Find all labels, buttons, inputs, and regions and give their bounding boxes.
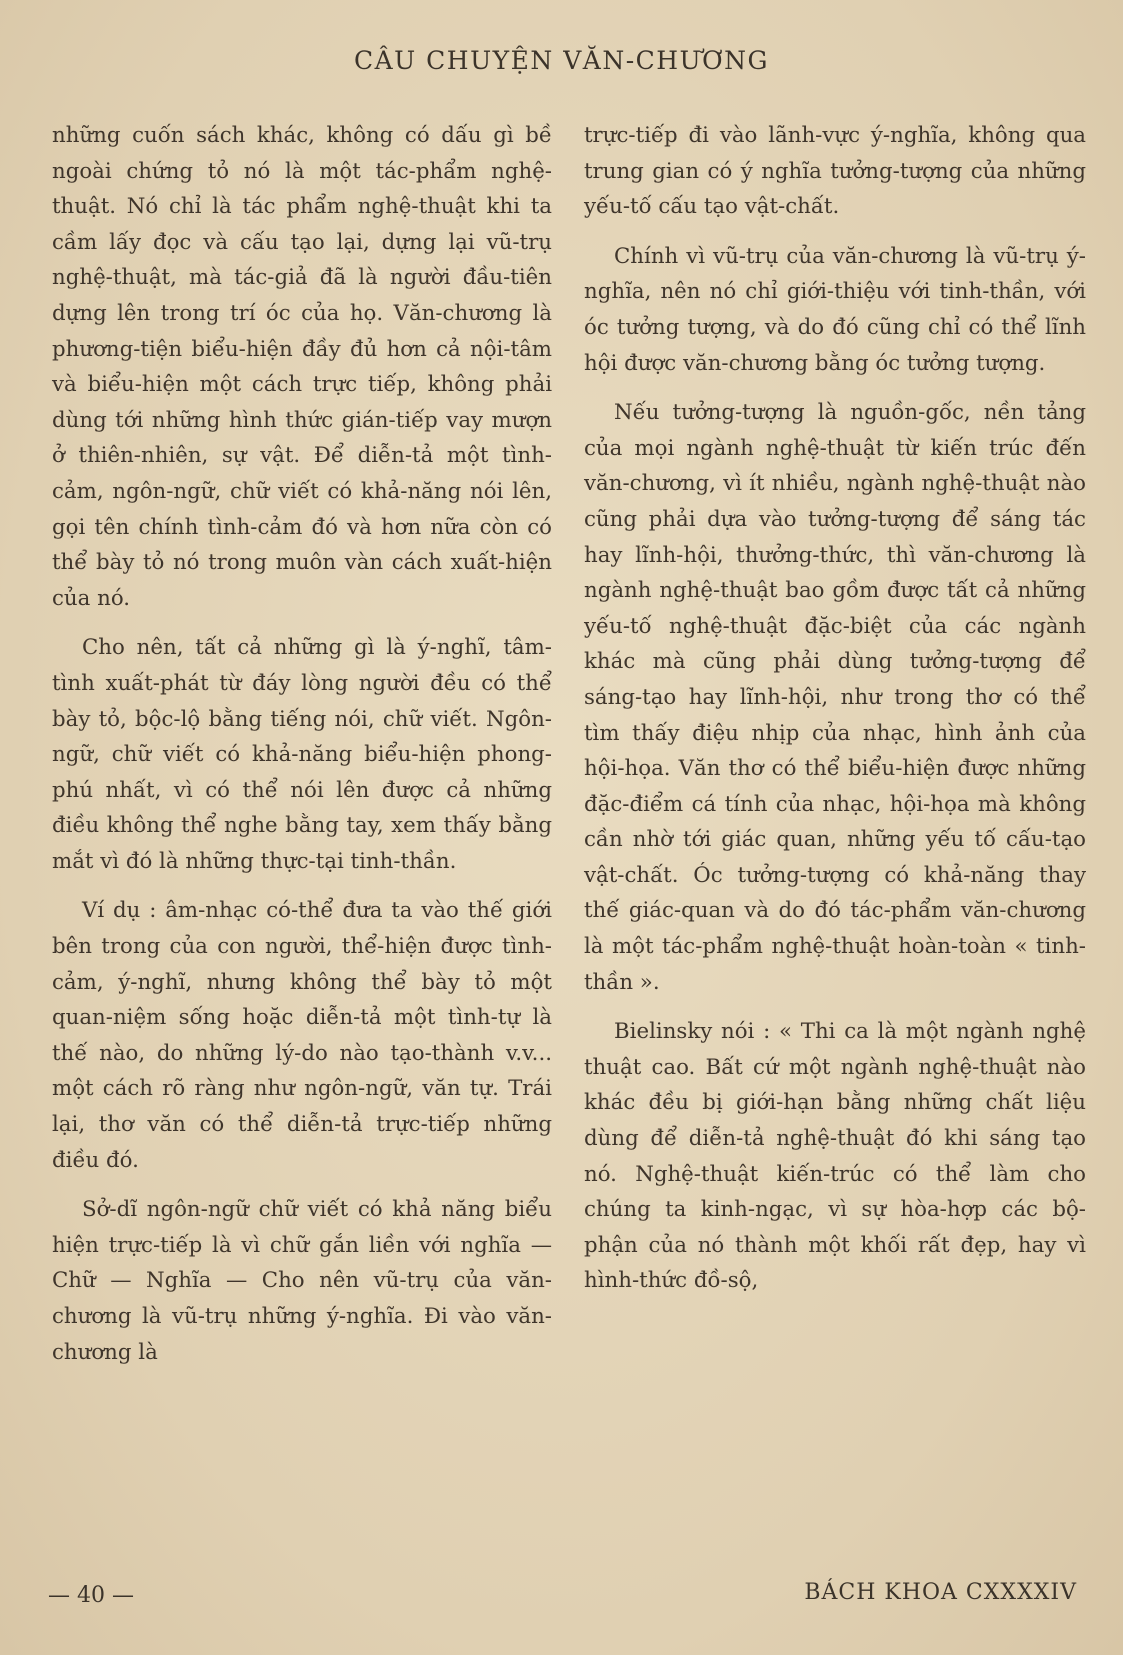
paragraph: trực-tiếp đi vào lãnh-vực ý-nghĩa, không qua trung gian có ý nghĩa tưởng-tượng của những yếu-tố cấu tạo vật-chất.	[584, 123, 1086, 220]
left-column	[52, 118, 552, 1384]
paragraph: Chính vì vũ-trụ của văn-chương là vũ-trụ ý-nghĩa, nên nó chỉ giới-thiệu với tinh-thần, với óc tưởng tượng, và do đó cũng chỉ có thể lĩnh hội được văn-chương bằng óc tưởng tượng.	[584, 243, 1086, 376]
paragraph: những cuốn sách khác, không có dấu gì bề ngoài chứng tỏ nó là một tác-phẩm nghệ-thuật. Nó chỉ là tác phẩm nghệ-thuật khi ta cầm lấy đọc và cấu tạo lại, dựng lại vũ-trụ nghệ-thuật, mà tác-giả đã là người đầu-tiên dựng lên trong trí óc của họ. Văn-chương là phương-tiện biểu-hiện đầy đủ hơn cả nội-tâm và biểu-hiện một cách trực tiếp, không phải dùng tới những hình thức gián-tiếp vay mượn ở thiên-nhiên, sự vật. Để diễn-tả một tình-cảm, ngôn-ngữ, chữ viết có khả-năng nói lên, gọi tên chính tình-cảm đó và hơn nữa còn có thể bày tỏ nó trong muôn vàn cách xuất-hiện của nó.	[52, 123, 552, 611]
paragraph: Bielinsky nói : « Thi ca là một ngành nghệ thuật cao. Bất cứ một ngành nghệ-thuật nào khác đều bị giới-hạn bằng những chất liệu dùng để diễn-tả nghệ-thuật đó khi sáng tạo nó. Nghệ-thuật kiến-trúc có thể làm cho chúng ta kinh-ngạc, vì sự hòa-hợp các bộ-phận của nó thành một khối rất đẹp, hay vì hình-thức đồ-sộ,	[584, 1019, 1086, 1294]
publication-name: BÁCH KHOA CXXXXIV	[804, 1580, 1077, 1605]
paragraph: Ví dụ : âm-nhạc có-thể đưa ta vào thế giới bên trong của con người, thể-hiện được tình-cảm, ý-nghĩ, nhưng không thể bày tỏ một quan-niệm sống hoặc diễn-tả một tình-tự là thế nào, do những lý-do nào tạo-thành v.v... một cách rõ ràng như ngôn-ngữ, văn tự. Trái lại, thơ văn có thể diễn-tả trực-tiếp những điều đó.	[52, 898, 552, 1173]
paragraph: Nếu tưởng-tượng là nguồn-gốc, nền tảng của mọi ngành nghệ-thuật từ kiến trúc đến văn-chương, vì ít nhiều, ngành nghệ-thuật nào cũng phải dựa vào tưởng-tượng để sáng tác hay lĩnh-hội, thưởng-thức, thì văn-chương là ngành nghệ-thuật bao gồm được tất cả những yếu-tố nghệ-thuật đặc-biệt của các ngành khác mà cũng phải dùng tưởng-tượng để sáng-tạo hay lĩnh-hội, như trong thơ có thể tìm thấy điệu nhịp của nhạc, hình ảnh của hội-họa. Văn thơ có thể biểu-hiện được những đặc-điểm cá tính của nhạc, hội-họa mà không cần nhờ tới giác quan, những yếu tố cấu-tạo vật-chất. Óc tưởng-tượng có khả-năng thay thế giác-quan và do đó tác-phẩm văn-chương là một tác-phẩm nghệ-thuật hoàn-toàn « tinh-thần ».	[584, 400, 1086, 995]
right-column	[584, 118, 1086, 1313]
running-header: CÂU CHUYỆN VĂN-CHƯƠNG	[353, 46, 770, 75]
paragraph: Cho nên, tất cả những gì là ý-nghĩ, tâm-tình xuất-phát từ đáy lòng người đều có thể bày tỏ, bộc-lộ bằng tiếng nói, chữ viết. Ngôn-ngữ, chữ viết có khả-năng biểu-hiện phong-phú nhất, vì có thể nói lên được cả những điều không thể nghe bằng tay, xem thấy bằng mắt vì đó là những thực-tại tinh-thần.	[52, 635, 552, 874]
paragraph: Sở-dĩ ngôn-ngữ chữ viết có khả năng biểu hiện trực-tiếp là vì chữ gắn liền với nghĩa — Chữ — Nghĩa — Cho nên vũ-trụ của văn-chương là vũ-trụ những ý-nghĩa. Đi vào văn-chương là	[52, 1197, 552, 1365]
page-number: — 40 —	[48, 1583, 134, 1608]
